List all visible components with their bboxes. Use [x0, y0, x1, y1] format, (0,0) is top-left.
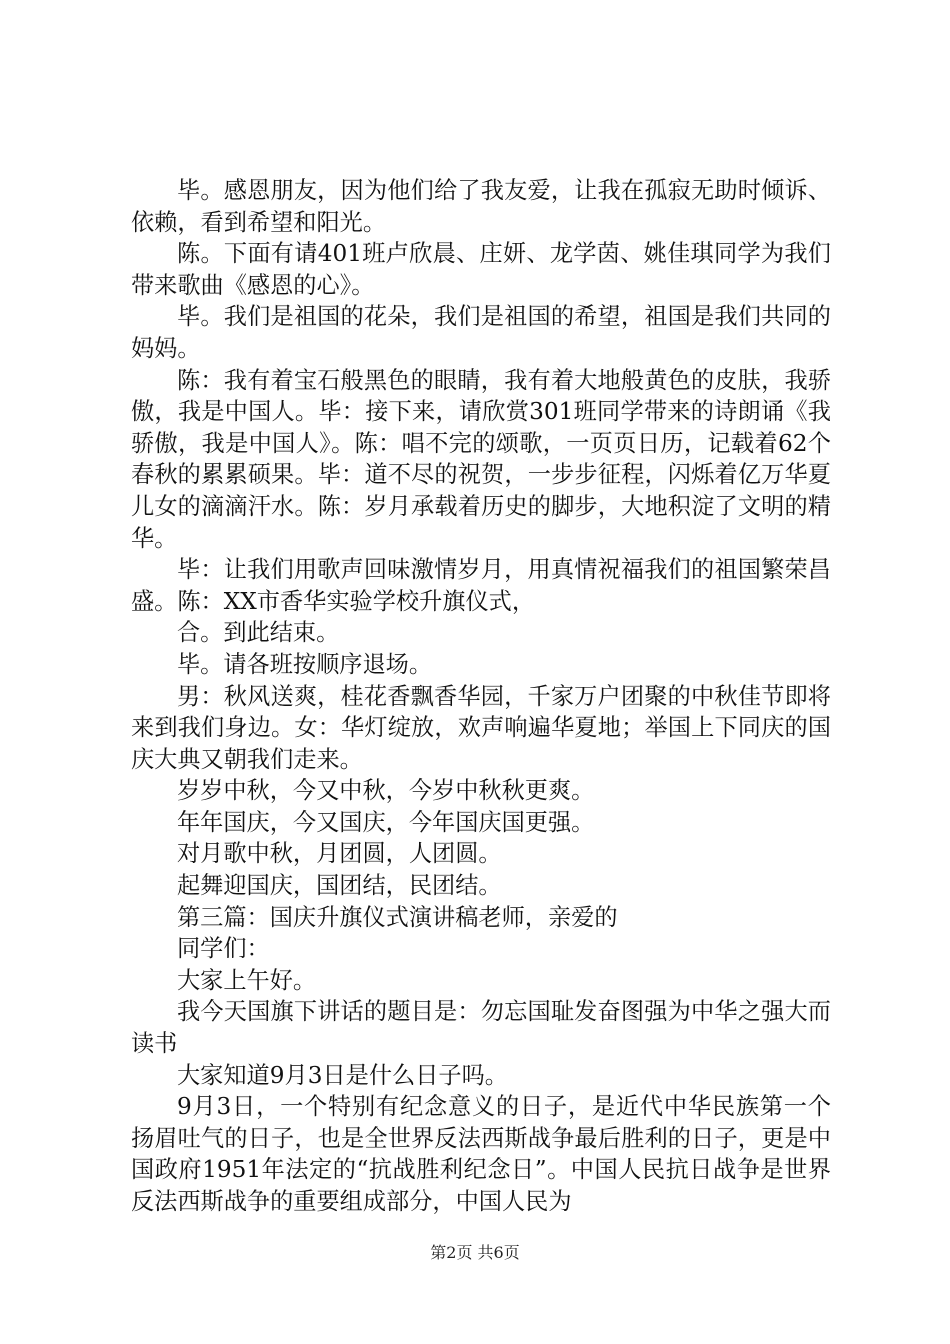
paragraph: 起舞迎国庆，国团结，民团结。 [177, 872, 502, 900]
page-footer [0, 1243, 950, 1263]
paragraph: 岁岁中秋，今又中秋，今岁中秋秋更爽。 [177, 777, 595, 805]
paragraph: 毕。我们是祖国的花朵，我们是祖国的希望，祖国是我们共同的妈妈。 [131, 303, 831, 362]
document-body [131, 175, 831, 1218]
section-heading: 第三篇：国庆升旗仪式演讲稿老师，亲爱的 [177, 903, 618, 931]
page-number: 第2页 共6页 [430, 1243, 520, 1262]
paragraph: 对月歌中秋，月团圆，人团圆。 [177, 840, 502, 868]
paragraph: 陈。下面有请401班卢欣晨、庄妍、龙学茵、姚佳琪同学为我们带来歌曲《感恩的心》。 [131, 240, 831, 299]
paragraph: 男：秋风送爽，桂花香飘香华园，千家万户团聚的中秋佳节即将来到我们身边。女：华灯绽放，欢声响遍华夏地；举国上下同庆的国庆大典又朝我们走来。 [131, 682, 831, 773]
paragraph: 年年国庆，今又国庆，今年国庆国更强。 [177, 808, 595, 836]
paragraph: 合。到此结束。 [177, 619, 340, 647]
paragraph: 毕。请各班按顺序退场。 [177, 650, 433, 678]
paragraph: 毕。感恩朋友，因为他们给了我友爱，让我在孤寂无助时倾诉、依赖，看到希望和阳光。 [131, 177, 831, 236]
paragraph: 大家上午好。 [177, 966, 317, 994]
paragraph: 我今天国旗下讲话的题目是：勿忘国耻发奋图强为中华之强大而读书 [131, 998, 831, 1058]
paragraph: 陈：我有着宝石般黑色的眼睛，我有着大地般黄色的皮肤，我骄傲，我是中国人。毕：接下来，请欣赏301班同学带来的诗朗诵《我骄傲，我是中国人》。陈：唱不完的颂歌，一页页日历，记载着62个春秋的累累硕果。毕：道不尽的祝贺，一步步征程，闪烁着亿万华夏儿女的滴滴汗水。陈：岁月承载着历史的脚步，大地积淀了文明的精华。 [131, 366, 831, 552]
paragraph: 大家知道9月3日是什么日子吗。 [177, 1061, 508, 1089]
paragraph: 9月3日，一个特别有纪念意义的日子，是近代中华民族第一个扬眉吐气的日子，也是全世界反法西斯战争最后胜利的日子，更是中国政府1951年法定的“抗战胜利纪念日”。中国人民抗日战争是世界反法西斯战争的重要组成部分，中国人民为 [131, 1093, 831, 1215]
paragraph: 同学们： [177, 935, 270, 963]
paragraph: 毕：让我们用歌声回味激情岁月，用真情祝福我们的祖国繁荣昌盛。陈：XX市香华实验学校升旗仪式， [131, 556, 831, 615]
